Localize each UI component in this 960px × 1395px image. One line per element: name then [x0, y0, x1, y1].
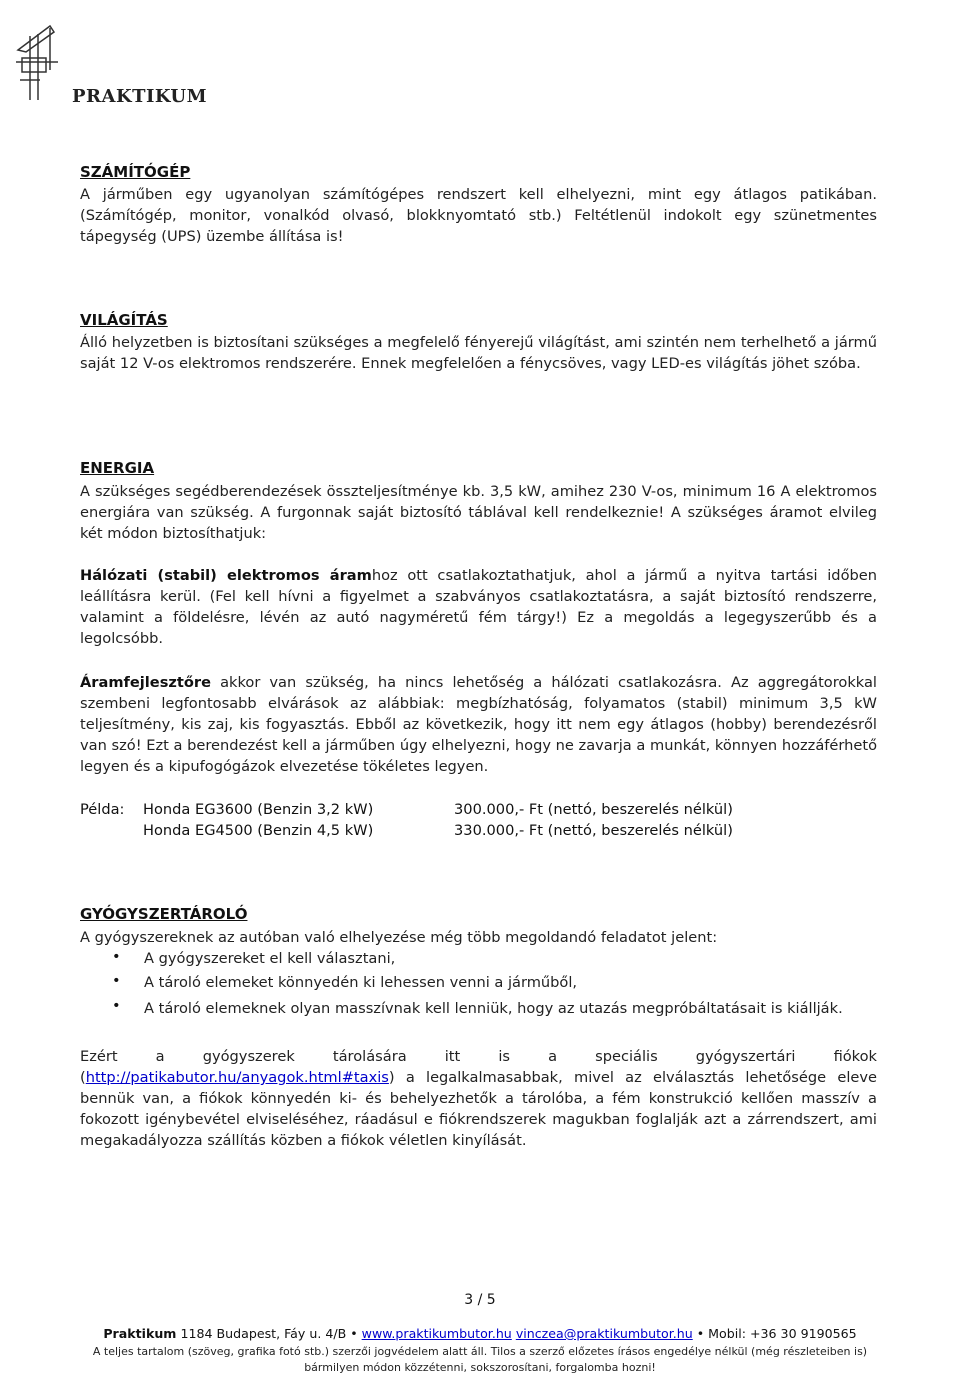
bullet-item-1: A gyógyszereket el kell választani,	[144, 950, 396, 967]
bullet-icon: •	[112, 948, 121, 965]
section-title-energy: ENERGIA	[80, 459, 155, 477]
footer-company: Praktikum	[103, 1326, 177, 1341]
logo-text: PRAKTIKUM	[72, 86, 208, 107]
bullet-icon: •	[112, 997, 121, 1014]
pharmacy-outro	[80, 1046, 877, 1151]
patikabutor-link[interactable]: http://patikabutor.hu/anyagok.html#taxis	[85, 1069, 389, 1086]
bullet-item-3: A tároló elemeknek olyan masszívnak kell lenniük, hogy az utazás megpróbáltatásait is kiállják.	[144, 1000, 843, 1017]
grid-power-text: hoz ott csatlakoztathatjuk, ahol a jármű a nyitva tartási időben leállításra kerül. (Fel kell hívni a figyelmet a szabványos csatlakoztatásra, a saját biztosító rendszerre, valamint a földelésre, lévén az autó nagyméretű fém tárgy!) Ez a megoldás a legegyszerűbb és a legolcsóbb.	[80, 567, 877, 647]
section-title-pharmacy: GYÓGYSZERTÁROLÓ	[80, 905, 248, 923]
bullet-item-2: A tároló elemeket könnyedén ki lehessen venni a járműből,	[144, 974, 578, 991]
lighting-paragraph: Álló helyzetben is biztosítani szükséges a megfelelő fényerejű világítást, ami szintén nem terhelhető a jármű saját 12 V-os elektromos rendszerére. Ennek megfelelően a fénycsöves, vagy LED-es világítás jöhet szóba.	[80, 334, 877, 372]
computer-paragraph: A járműben egy ugyanolyan számítógépes rendszert kell elhelyezni, mint egy átlagos patikában. (Számítógép, monitor, vonalkód olvasó, blokknyomtató stb.) Feltétlenül indokolt egy szünetmentes tápegység (UPS) üzembe állítása is!	[80, 186, 877, 245]
example-label: Példa:	[80, 801, 125, 818]
pharmacy-outro-after: ) a legalkalmasabbak, mivel az elválasztás lehetősége eleve bennük van, a fiókok könnyedén ki- és behelyezhetők a tárolóba, a fém konstrukció kellően masszív a fokozott igénybevétel elviseléséhez, ráadásul e fiókrendszerek magukban foglalják azt a zárrendszert, ami megakadályozza szállítás közben a fiókok véletlen kinyílását.	[80, 1069, 877, 1149]
example-model-1: Honda EG3600 (Benzin 3,2 kW)	[143, 801, 374, 818]
energy-paragraph: A szükséges segédberendezések összteljesítménye kb. 3,5 kW, amihez 230 V-os, minimum 16 A elektromos energiára van szükség. A furgonnak saját biztosító táblával kell rendelkeznie! A szükséges áramot elvileg két módon biztosíthatjuk:	[80, 483, 877, 542]
example-price-2: 330.000,- Ft (nettó, beszerelés nélkül)	[454, 822, 733, 839]
pharmacy-intro: A gyógyszereknek az autóban való elhelyezése még több megoldandó feladatot jelent:	[80, 929, 718, 946]
footer-website-link[interactable]: www.praktikumbutor.hu	[361, 1326, 512, 1341]
section-title-lighting: VILÁGÍTÁS	[80, 311, 168, 329]
generator-term: Áramfejlesztőre	[80, 674, 211, 691]
footer-email-link[interactable]: vinczea@praktikumbutor.hu	[515, 1326, 693, 1341]
pharmacy-outro-before: Ezért a gyógyszerek tárolására itt is a speciális gyógyszertári fiókok (	[80, 1048, 877, 1086]
generator-text: akkor van szükség, ha nincs lehetőség a hálózati csatlakozásra. Az aggregátorokkal szembeni legfontosabb elvárások az alábbiak: megbízhatóság, folyamatos (stabil) minimum 3,5 kW teljesítmény, kis zaj, kis fogyasztás. Ebből az következik, hogy itt nem egy átlagos (hobby) berendezésről van szó! Ezt a berendezést kell a járműben úgy elhelyezni, hogy ne zavarja a munkát, könnyen hozzáférhető legyen és a kipufogógázok elvezetése tökéletes legyen.	[80, 674, 877, 775]
footer-copyright-notice: A teljes tartalom (szöveg, grafika fotó stb.) szerzői jogvédelem alatt áll. Tilos a szerző előzetes írásos engedélye nélkül (még részleteiben is) bármilyen módon közzétenni, sokszorosítani, forgalomba hozni!	[92, 1345, 868, 1374]
grid-power-term: Hálózati (stabil) elektromos áram	[80, 567, 372, 584]
generator-paragraph	[80, 672, 877, 777]
example-model-2: Honda EG4500 (Benzin 4,5 kW)	[143, 822, 374, 839]
footer-mobile: • Mobil: +36 30 9190565	[692, 1326, 857, 1341]
example-price-1: 300.000,- Ft (nettó, beszerelés nélkül)	[454, 801, 733, 818]
bullet-icon: •	[112, 972, 121, 989]
page-number: 3 / 5	[464, 1292, 496, 1308]
footer-contact	[0, 1326, 960, 1341]
section-title-computer: SZÁMÍTÓGÉP	[80, 163, 191, 181]
grid-power-paragraph	[80, 565, 877, 649]
footer-address: 1184 Budapest, Fáy u. 4/B •	[176, 1326, 362, 1341]
company-logo	[10, 22, 250, 107]
